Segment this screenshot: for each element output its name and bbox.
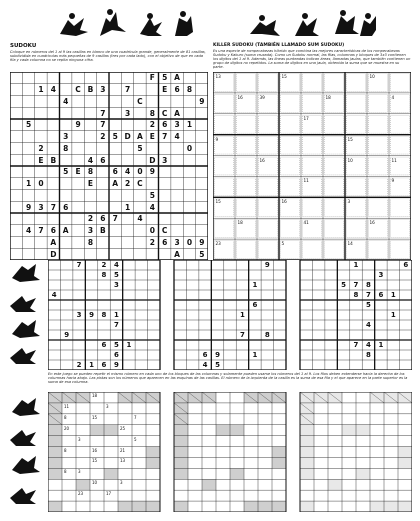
kakuro-clue: 25 bbox=[120, 425, 126, 431]
sudoku-cell: 4 bbox=[25, 226, 32, 236]
killer-cage-sum: 5 bbox=[281, 241, 285, 247]
sudoku-cell: 9 bbox=[199, 237, 205, 247]
sudoku-cell: C bbox=[137, 96, 143, 106]
killer-cage-sum: 11 bbox=[303, 178, 309, 184]
killer-cage-sum: 16 bbox=[281, 199, 287, 205]
killer-cage-sum: 14 bbox=[347, 241, 353, 247]
sudoku-cell: 0 bbox=[38, 179, 44, 189]
sudoku-cell: 8 bbox=[63, 143, 69, 153]
sudoku-cell: A bbox=[174, 249, 180, 259]
sudoku-cell: 8 bbox=[186, 85, 193, 95]
sudoku-cell: 6 bbox=[100, 155, 106, 165]
samurai-cell: 3 bbox=[76, 311, 82, 319]
sudoku-cell: 7 bbox=[100, 120, 106, 130]
samurai-cell: 1 bbox=[114, 311, 119, 319]
sudoku-cell: E bbox=[149, 132, 155, 142]
sudoku-cell: 4 bbox=[174, 132, 180, 142]
killer-cage-sum: 16 bbox=[237, 94, 243, 100]
kakuro-clue: 8 bbox=[64, 447, 67, 453]
kakuro-clue: 7 bbox=[134, 414, 137, 420]
killer-cage-sum: 10 bbox=[369, 74, 375, 79]
sudoku-cell: 2 bbox=[100, 132, 106, 142]
sudoku-cell: 4 bbox=[137, 214, 143, 224]
sudoku-cell: 3 bbox=[63, 132, 69, 142]
samurai-cell: 6 bbox=[252, 301, 258, 309]
sudoku-cell: C bbox=[137, 179, 143, 189]
samurai-cell: 2 bbox=[101, 261, 107, 269]
sudoku-cell: 3 bbox=[100, 85, 106, 95]
sudoku-cell: 6 bbox=[100, 214, 106, 224]
sudoku-cell: 0 bbox=[137, 167, 143, 177]
sudoku-cell: 8 bbox=[87, 167, 94, 177]
sudoku-cell: 6 bbox=[162, 120, 168, 130]
samurai-cell: 7 bbox=[353, 281, 359, 289]
sudoku-cell: 7 bbox=[112, 214, 118, 224]
side-ninja-icon bbox=[4, 258, 46, 368]
killer-cage-sum: 15 bbox=[347, 136, 353, 142]
sudoku-cell: A bbox=[62, 226, 69, 236]
killer-cage-sum: 4 bbox=[391, 94, 395, 100]
sudoku-cell: A bbox=[50, 237, 57, 247]
killer-cage-sum: 13 bbox=[215, 74, 221, 79]
sudoku-cell: 3 bbox=[124, 108, 131, 118]
sudoku-cell: 3 bbox=[162, 155, 168, 165]
samurai-cell: 7 bbox=[240, 331, 245, 339]
killer-cage-sum: 39 bbox=[259, 94, 265, 100]
sudoku-cell: C bbox=[161, 108, 168, 118]
sudoku-cell: 2 bbox=[149, 237, 155, 247]
sudoku-cell: 8 bbox=[149, 108, 155, 118]
kakuro-clue: 21 bbox=[120, 447, 126, 453]
sudoku-cell: 1 bbox=[186, 120, 193, 130]
samurai-cell: 8 bbox=[353, 291, 359, 299]
sudoku-cell: 7 bbox=[162, 132, 168, 142]
samurai-cell: 1 bbox=[378, 341, 384, 349]
kakuro-clue: 17 bbox=[106, 491, 112, 497]
kakuro-clue: 15 bbox=[92, 414, 98, 420]
samurai-note: En este juego se pueden repetir el mismo número en cada uno de los bloques de las columnas y solamente pueden usarse los números del 1 al 9. Los filos deben extenderse hacia la derecha de los columnas hacia abajo. Las pistas son los números que aparecen en las esquinas de las casillas. El número de la izquierda de la casilla es la suma de esa fila y el que aparece en la parte superior es la suma de esa columna. bbox=[48, 372, 408, 385]
sudoku-cell: 0 bbox=[186, 237, 193, 247]
sudoku-cell: 9 bbox=[199, 96, 205, 106]
sudoku-cell: C bbox=[75, 85, 81, 95]
kakuro-clue: 20 bbox=[64, 425, 70, 431]
sudoku-cell: D bbox=[149, 155, 156, 165]
kakuro-clue: 15 bbox=[92, 458, 98, 464]
sudoku-cell: 7 bbox=[50, 202, 56, 212]
sudoku-instructions: Coloque en números del 1 al 9 las casillas en blanco de una cuadrícula grande, generalmente de 81 casillas, subdividida en cuadriculas más pequeñas de 9 casillas (tres por cada lado), con el objetivo de que en cada fila y cada columna no se repita ninguna cifra. bbox=[10, 50, 206, 63]
kakuro-clue: 23 bbox=[78, 491, 84, 497]
samurai-cell: 5 bbox=[341, 281, 346, 289]
killer-instructions: Es una especie de rompecabezas híbrido que combina las mejores características de los rompecabezas Sudoku y Kakuro (suma cruzada). Como un Sudoku normal, las filas, columnas y bloques de 3x3 contienen los dígitos del 1 al 9. Además, las líneas punteadas indican áreas, llamadas jaulas, que también contienen un grupo de dígitos no repetidos. La suma de dígitos en una jaula, obtenida la suma que se muestra en su parte. bbox=[213, 49, 411, 70]
samurai-cell: 5 bbox=[114, 341, 119, 349]
kakuro-clue: 3 bbox=[106, 403, 109, 409]
killer-cage-sum: 16 bbox=[259, 157, 265, 163]
killer-cage-sum: 10 bbox=[347, 157, 353, 163]
samurai-cell: 9 bbox=[215, 351, 220, 359]
sudoku-cell: 5 bbox=[149, 190, 155, 200]
killer-cage-sum: 15 bbox=[281, 74, 287, 79]
sudoku-cell: 5 bbox=[63, 167, 69, 177]
sudoku-cell: E bbox=[38, 155, 44, 165]
kakuro-clue: 8 bbox=[64, 469, 67, 475]
samurai-cell: 6 bbox=[101, 341, 107, 349]
killer-cages bbox=[213, 72, 411, 260]
sudoku-cell: 6 bbox=[174, 85, 180, 95]
sudoku-cell: 2 bbox=[38, 143, 44, 153]
sudoku-cell: 4 bbox=[63, 96, 69, 106]
sudoku-cell: 2 bbox=[149, 120, 155, 130]
killer-title: KILLER SUDOKU (TAMBIÉN LLAMADO SUM SUDOKU) bbox=[213, 43, 345, 48]
samurai-cell: 9 bbox=[89, 311, 94, 319]
sudoku-cell: 9 bbox=[149, 167, 155, 177]
kakuro-clue: 3 bbox=[120, 480, 123, 486]
sudoku-cell: 0 bbox=[149, 226, 155, 236]
samurai-cell: 2 bbox=[76, 361, 82, 369]
samurai-cell: 9 bbox=[114, 361, 119, 369]
sudoku-cell: E bbox=[87, 179, 93, 189]
sudoku-cell: C bbox=[161, 226, 168, 236]
samurai-cell: 3 bbox=[114, 281, 119, 289]
sudoku-cell: B bbox=[50, 155, 57, 165]
samurai-cell: 1 bbox=[252, 281, 258, 289]
sudoku-cell: 3 bbox=[87, 226, 94, 236]
kakuro-clue: 3 bbox=[78, 436, 81, 442]
samurai-cell: 1 bbox=[353, 261, 359, 269]
sudoku-cell: 7 bbox=[38, 226, 44, 236]
sudoku-cell: 5 bbox=[137, 143, 143, 153]
samurai-cell: 4 bbox=[366, 321, 371, 329]
sudoku-cell: B bbox=[87, 85, 94, 95]
kakuro-clues bbox=[48, 392, 412, 512]
sudoku-cell: 4 bbox=[149, 202, 155, 212]
samurai-cell: 7 bbox=[76, 261, 82, 269]
sudoku-cell: 0 bbox=[186, 143, 193, 153]
samurai-cell: 8 bbox=[101, 271, 107, 279]
sudoku-cell: 1 bbox=[38, 85, 44, 95]
sudoku-cell: 7 bbox=[124, 85, 131, 95]
samurai-cell: 4 bbox=[114, 261, 119, 269]
samurai-cell: 8 bbox=[366, 351, 371, 359]
sudoku-cell: 5 bbox=[25, 120, 32, 130]
killer-cage-sum: 15 bbox=[215, 199, 221, 205]
sudoku-cell: A bbox=[137, 132, 143, 142]
sudoku-cell: A bbox=[174, 73, 180, 83]
sudoku-cell: 5 bbox=[162, 73, 168, 83]
samurai-cell: 7 bbox=[114, 321, 119, 329]
killer-cage-sum: 9 bbox=[391, 178, 395, 184]
ninja-banner bbox=[50, 4, 380, 42]
sudoku-cell: 3 bbox=[38, 202, 44, 212]
samurai-cell: 8 bbox=[101, 311, 107, 319]
sudoku-16-cells bbox=[10, 72, 208, 260]
killer-cage-sum: 17 bbox=[303, 115, 309, 121]
samurai-cell: 1 bbox=[390, 311, 396, 319]
kakuro-clue: 16 bbox=[92, 447, 98, 453]
samurai-cell: 5 bbox=[366, 301, 371, 309]
killer-cage-sum: 18 bbox=[325, 94, 331, 100]
samurai-cell: 9 bbox=[264, 261, 270, 269]
samurai-cell: 6 bbox=[202, 351, 208, 359]
sudoku-cell: 9 bbox=[75, 120, 81, 130]
sudoku-cell: 3 bbox=[174, 120, 180, 130]
samurai-cell: 1 bbox=[126, 341, 132, 349]
sudoku-cell: 4 bbox=[87, 155, 94, 165]
samurai-cell: 7 bbox=[353, 341, 359, 349]
samurai-cell: 9 bbox=[64, 331, 70, 339]
samurai-cell: 5 bbox=[215, 361, 220, 369]
sudoku-cell: 1 bbox=[124, 202, 131, 212]
kakuro-clue: 8 bbox=[64, 414, 67, 420]
sudoku-cell: 7 bbox=[100, 108, 106, 118]
samurai-cell: 8 bbox=[264, 331, 270, 339]
samurai-cell: 8 bbox=[366, 281, 371, 289]
sudoku-cell: 4 bbox=[124, 167, 131, 177]
samurai-cell: 6 bbox=[403, 261, 409, 269]
kakuro-clue: 18 bbox=[92, 393, 98, 398]
sudoku-cell: A bbox=[112, 179, 119, 189]
killer-cage-sum: 16 bbox=[369, 220, 375, 226]
samurai-cell: 6 bbox=[378, 291, 384, 299]
samurai-cell: 3 bbox=[378, 271, 384, 279]
sudoku-cell: 6 bbox=[112, 167, 118, 177]
kakuro-clue: 5 bbox=[134, 436, 137, 442]
killer-cage-sum: 9 bbox=[215, 136, 219, 142]
sudoku-cell: 2 bbox=[87, 214, 94, 224]
sudoku-cell: D bbox=[50, 249, 57, 259]
sudoku-cell: 5 bbox=[112, 132, 118, 142]
samurai-cell: 1 bbox=[390, 291, 396, 299]
sudoku-title: SUDOKU bbox=[10, 43, 37, 49]
killer-cage-sum: 23 bbox=[215, 241, 221, 247]
samurai-cell: 6 bbox=[101, 361, 107, 369]
sudoku-cell: 6 bbox=[50, 226, 56, 236]
kakuro-clue: 3 bbox=[78, 469, 81, 475]
sudoku-cell: 4 bbox=[50, 85, 56, 95]
kakuro-clue: 10 bbox=[92, 480, 98, 486]
sudoku-cell: D bbox=[124, 132, 131, 142]
samurai-cells bbox=[48, 260, 412, 370]
samurai-cell: 4 bbox=[202, 361, 208, 369]
sudoku-cell: A bbox=[174, 108, 180, 118]
sudoku-cell: B bbox=[99, 226, 106, 236]
samurai-cell: 7 bbox=[366, 291, 371, 299]
sudoku-cell: 1 bbox=[25, 179, 32, 189]
samurai-cell: 5 bbox=[114, 271, 119, 279]
killer-cage-sum: 11 bbox=[391, 157, 397, 163]
killer-cage-sum: 18 bbox=[237, 220, 243, 226]
kakuro-clue: 11 bbox=[64, 403, 70, 409]
sudoku-cell: E bbox=[162, 85, 168, 95]
samurai-cell: 4 bbox=[51, 291, 57, 299]
sudoku-cell: 5 bbox=[199, 249, 205, 259]
sudoku-cell: 9 bbox=[25, 202, 32, 212]
samurai-cell: 1 bbox=[240, 311, 245, 319]
sudoku-cell: F bbox=[149, 73, 155, 83]
killer-cage-sum: 3 bbox=[347, 199, 351, 205]
sudoku-cell: 3 bbox=[174, 237, 180, 247]
samurai-cell: 1 bbox=[252, 351, 258, 359]
sudoku-cell: 8 bbox=[87, 237, 94, 247]
sudoku-cell: 2 bbox=[124, 179, 131, 189]
kakuro-clue: 13 bbox=[120, 458, 126, 464]
samurai-cell: 4 bbox=[366, 341, 371, 349]
samurai-cell: 6 bbox=[114, 351, 119, 359]
killer-cage-sum: 41 bbox=[303, 220, 309, 226]
bottom-ninja-icon bbox=[4, 390, 46, 510]
sudoku-cell: 6 bbox=[162, 237, 168, 247]
samurai-cell: 1 bbox=[89, 361, 94, 369]
sudoku-cell: E bbox=[75, 167, 81, 177]
sudoku-cell: 6 bbox=[63, 202, 69, 212]
